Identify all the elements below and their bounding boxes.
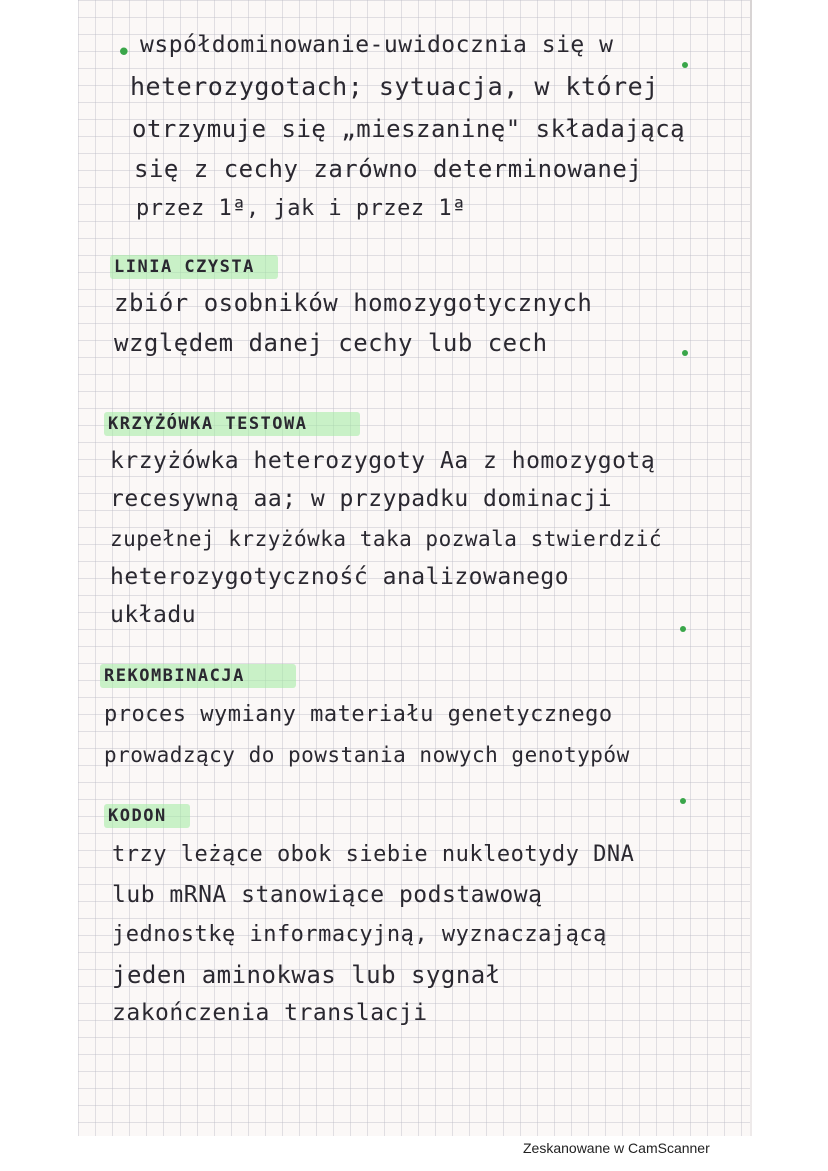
- section-line: układu: [110, 602, 197, 628]
- section-line: heterozygotyczność analizowanego: [110, 564, 570, 590]
- section-line: zakończenia translacji: [112, 1000, 428, 1026]
- section-line: proces wymiany materiału genetycznego: [104, 702, 613, 727]
- section-line: zbiór osobników homozygotycznych: [114, 289, 593, 317]
- intro-line: współdominowanie-uwidocznia się w: [140, 32, 614, 58]
- section-line: zupełnej krzyżówka taka pozwala stwierdzić: [110, 527, 663, 551]
- section-heading: KRZYŻÓWKA TESTOWA: [108, 414, 308, 434]
- margin-dot: [680, 798, 686, 804]
- margin-dot: [680, 626, 686, 632]
- intro-line: przez 1ª, jak i przez 1ª: [136, 196, 466, 221]
- scanner-watermark: Zeskanowane w CamScanner: [523, 1140, 710, 1156]
- section-line: trzy leżące obok siebie nukleotydy DNA: [112, 842, 635, 867]
- section-heading: REKOMBINACJA: [104, 666, 245, 686]
- section-line: względem danej cechy lub cech: [114, 329, 548, 357]
- section-line: jednostkę informacyjną, wyznaczającą: [112, 922, 607, 947]
- intro-line: się z cechy zarówno determinowanej: [134, 155, 643, 183]
- section-heading: KODON: [108, 806, 167, 826]
- margin-dot: [682, 350, 688, 356]
- section-line: recesywną aa; w przypadku dominacji: [110, 486, 613, 512]
- page-edge: [750, 0, 752, 1136]
- intro-line: otrzymuje się „mieszaninę" składającą: [132, 115, 686, 143]
- bullet-icon: •: [116, 38, 133, 68]
- section-heading: LINIA CZYSTA: [114, 257, 255, 277]
- intro-line: heterozygotach; sytuacja, w której: [130, 72, 659, 101]
- section-line: jeden aminokwas lub sygnał: [112, 961, 501, 989]
- section-line: lub mRNA stanowiące podstawową: [112, 882, 543, 908]
- section-line: krzyżówka heterozygoty Aa z homozygotą: [110, 448, 656, 474]
- margin-dot: [682, 62, 688, 68]
- section-line: prowadzący do powstania nowych genotypów: [104, 743, 630, 767]
